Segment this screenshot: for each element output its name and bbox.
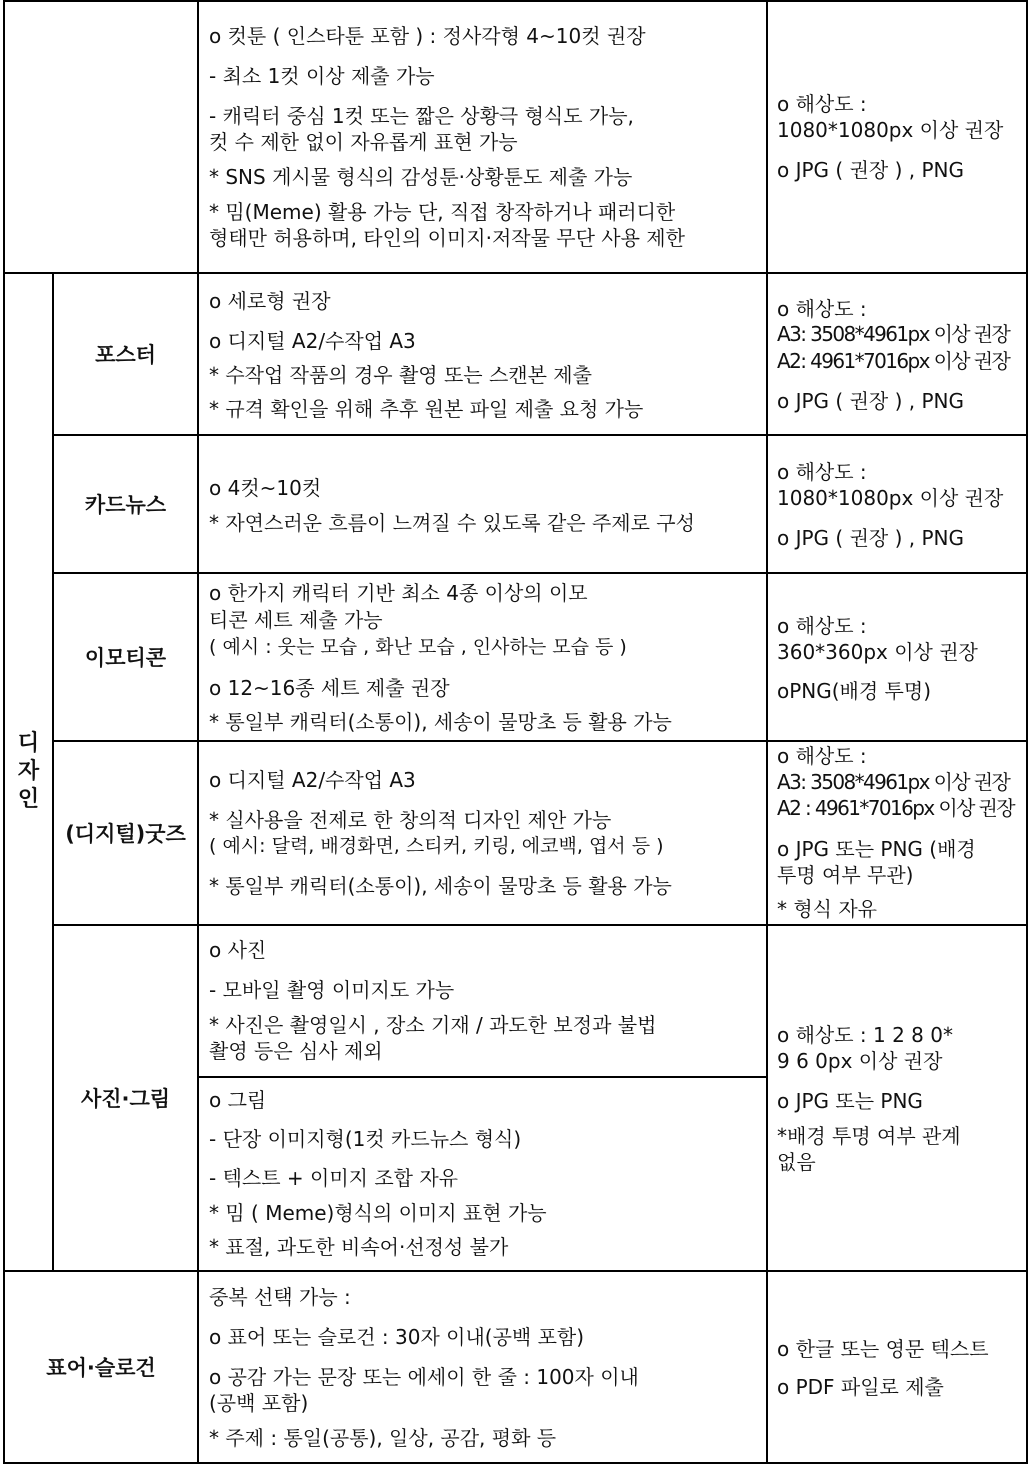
content-line: o 공감 가는 문장 또는 에세이 한 줄 : 100자 이내 — [209, 1365, 639, 1389]
row-divider-5 — [52, 924, 1028, 926]
content-line: * 표절, 과도한 비속어·선정성 불가 — [209, 1235, 509, 1259]
content-line: 형태만 허용하며, 타인의 이미지·저작물 무단 사용 제한 — [209, 226, 685, 250]
spec-line: o 한글 또는 영문 텍스트 — [777, 1337, 989, 1361]
content-line: - 캐릭터 중심 1컷 또는 짧은 상황극 형식도 가능, — [209, 104, 634, 128]
category-design-char-1: 디 — [17, 731, 40, 756]
subcategory-poster: 포스터 — [95, 343, 156, 367]
row-divider-3 — [52, 572, 1028, 574]
category-slogan: 표어·슬로건 — [46, 1356, 156, 1380]
content-line: - 최소 1컷 이상 제출 가능 — [209, 64, 435, 88]
spec-line: *배경 투명 여부 관계 — [777, 1124, 961, 1148]
column-divider-content — [197, 0, 199, 1464]
subcategory-goods: (디지털)굿즈 — [65, 822, 186, 846]
spec-line: o PDF 파일로 제출 — [777, 1375, 944, 1399]
row-divider-2 — [52, 434, 1028, 436]
content-line: 중복 선택 가능 : — [209, 1285, 351, 1309]
submission-guidelines-table — [3, 0, 1028, 1464]
spec-line: A2 : 4961*7016px 이상 권장 — [777, 796, 1014, 820]
subcategory-photo-drawing: 사진·그림 — [80, 1087, 171, 1111]
spec-line: 360*360px 이상 권장 — [777, 640, 978, 664]
spec-line: 1080*1080px 이상 권장 — [777, 118, 1004, 142]
content-line: * 주제 : 통일(공통), 일상, 공감, 평화 등 — [209, 1426, 557, 1450]
content-line: * 통일부 캐릭터(소통이), 세송이 물망초 등 활용 가능 — [209, 874, 672, 898]
content-line: ( 예시: 달력, 배경화면, 스티커, 키링, 에코백, 엽서 등 ) — [209, 835, 664, 857]
content-line: o 한가지 캐릭터 기반 최소 4종 이상의 이모 — [209, 581, 588, 605]
content-line: * 사진은 촬영일시 , 장소 기재 / 과도한 보정과 불법 — [209, 1013, 657, 1037]
category-design-char-2: 자 — [17, 759, 40, 784]
content-line: * SNS 게시물 형식의 감성툰·상황툰도 제출 가능 — [209, 165, 633, 189]
column-divider-spec — [766, 0, 768, 1464]
row-divider-photo-drawing — [197, 1076, 768, 1078]
spec-line: 없음 — [777, 1150, 816, 1174]
spec-line: A3: 3508*4961px 이상 권장 — [777, 322, 1010, 346]
content-line: o 컷툰 ( 인스타툰 포함 ) : 정사각형 4~10컷 권장 — [209, 24, 646, 48]
content-line: * 자연스러운 흐름이 느껴질 수 있도록 같은 주제로 구성 — [209, 511, 695, 535]
spec-line: o JPG 또는 PNG — [777, 1089, 923, 1113]
content-line: * 밈(Meme) 활용 가능 단, 직접 창작하거나 패러디한 — [209, 200, 676, 224]
spec-line: o 해상도 : 1 2 8 0* — [777, 1023, 953, 1047]
spec-line: 투명 여부 무관) — [777, 863, 914, 887]
spec-line: 9 6 0px 이상 권장 — [777, 1049, 943, 1073]
row-divider-4 — [52, 740, 1028, 742]
content-line: * 규격 확인을 위해 추후 원본 파일 제출 요청 가능 — [209, 397, 644, 421]
content-line: 촬영 등은 심사 제외 — [209, 1039, 383, 1063]
content-line: - 모바일 촬영 이미지도 가능 — [209, 978, 455, 1002]
subcategory-cardnews: 카드뉴스 — [84, 493, 167, 517]
spec-line: o JPG ( 권장 ) , PNG — [777, 526, 964, 550]
content-line: * 수작업 작품의 경우 촬영 또는 스캔본 제출 — [209, 363, 592, 387]
content-line: (공백 포함) — [209, 1391, 309, 1415]
spec-line: o 해상도 : — [777, 297, 867, 321]
content-line: * 통일부 캐릭터(소통이), 세송이 물망초 등 활용 가능 — [209, 710, 672, 734]
content-line: o 12~16종 세트 제출 권장 — [209, 676, 450, 700]
content-line: o 4컷~10컷 — [209, 476, 322, 500]
spec-line: o JPG 또는 PNG (배경 — [777, 837, 976, 861]
content-line: o 표어 또는 슬로건 : 30자 이내(공백 포함) — [209, 1325, 585, 1349]
content-line: 티콘 세트 제출 가능 — [209, 608, 383, 632]
content-line: 컷 수 제한 없이 자유롭게 표현 가능 — [209, 130, 518, 154]
content-line: - 텍스트 + 이미지 조합 자유 — [209, 1166, 458, 1190]
spec-line: A3: 3508*4961px 이상 권장 — [777, 770, 1010, 794]
spec-line: o JPG ( 권장 ) , PNG — [777, 389, 964, 413]
spec-line: o 해상도 : — [777, 92, 867, 116]
spec-line: o 해상도 : — [777, 744, 867, 768]
spec-line: o JPG ( 권장 ) , PNG — [777, 158, 964, 182]
spec-line: 1080*1080px 이상 권장 — [777, 486, 1004, 510]
content-line: o 디지털 A2/수작업 A3 — [209, 329, 416, 353]
spec-line: o 해상도 : — [777, 614, 867, 638]
content-line: o 사진 — [209, 938, 267, 962]
spec-line: o 해상도 : — [777, 460, 867, 484]
category-design — [5, 274, 52, 1270]
table-border-bottom — [3, 1462, 1028, 1464]
table-border-right — [1026, 0, 1028, 1464]
table-border-top — [3, 0, 1028, 2]
spec-line: * 형식 자유 — [777, 897, 877, 921]
subcategory-emoticon: 이모티콘 — [84, 646, 167, 670]
category-design-char-3: 인 — [17, 787, 40, 812]
content-line: - 단장 이미지형(1컷 카드뉴스 형식) — [209, 1127, 522, 1151]
content-line: ( 예시 : 웃는 모습 , 화난 모습 , 인사하는 모습 등 ) — [209, 636, 627, 658]
content-line: * 실사용을 전제로 한 창의적 디자인 제안 가능 — [209, 808, 612, 832]
content-line: o 디지털 A2/수작업 A3 — [209, 768, 416, 792]
content-line: o 세로형 권장 — [209, 289, 331, 313]
content-line: o 그림 — [209, 1088, 267, 1112]
spec-line: A2: 4961*7016px 이상 권장 — [777, 349, 1010, 373]
spec-line: oPNG(배경 투명) — [777, 679, 931, 703]
content-line: * 밈 ( Meme)형식의 이미지 표현 가능 — [209, 1201, 547, 1225]
